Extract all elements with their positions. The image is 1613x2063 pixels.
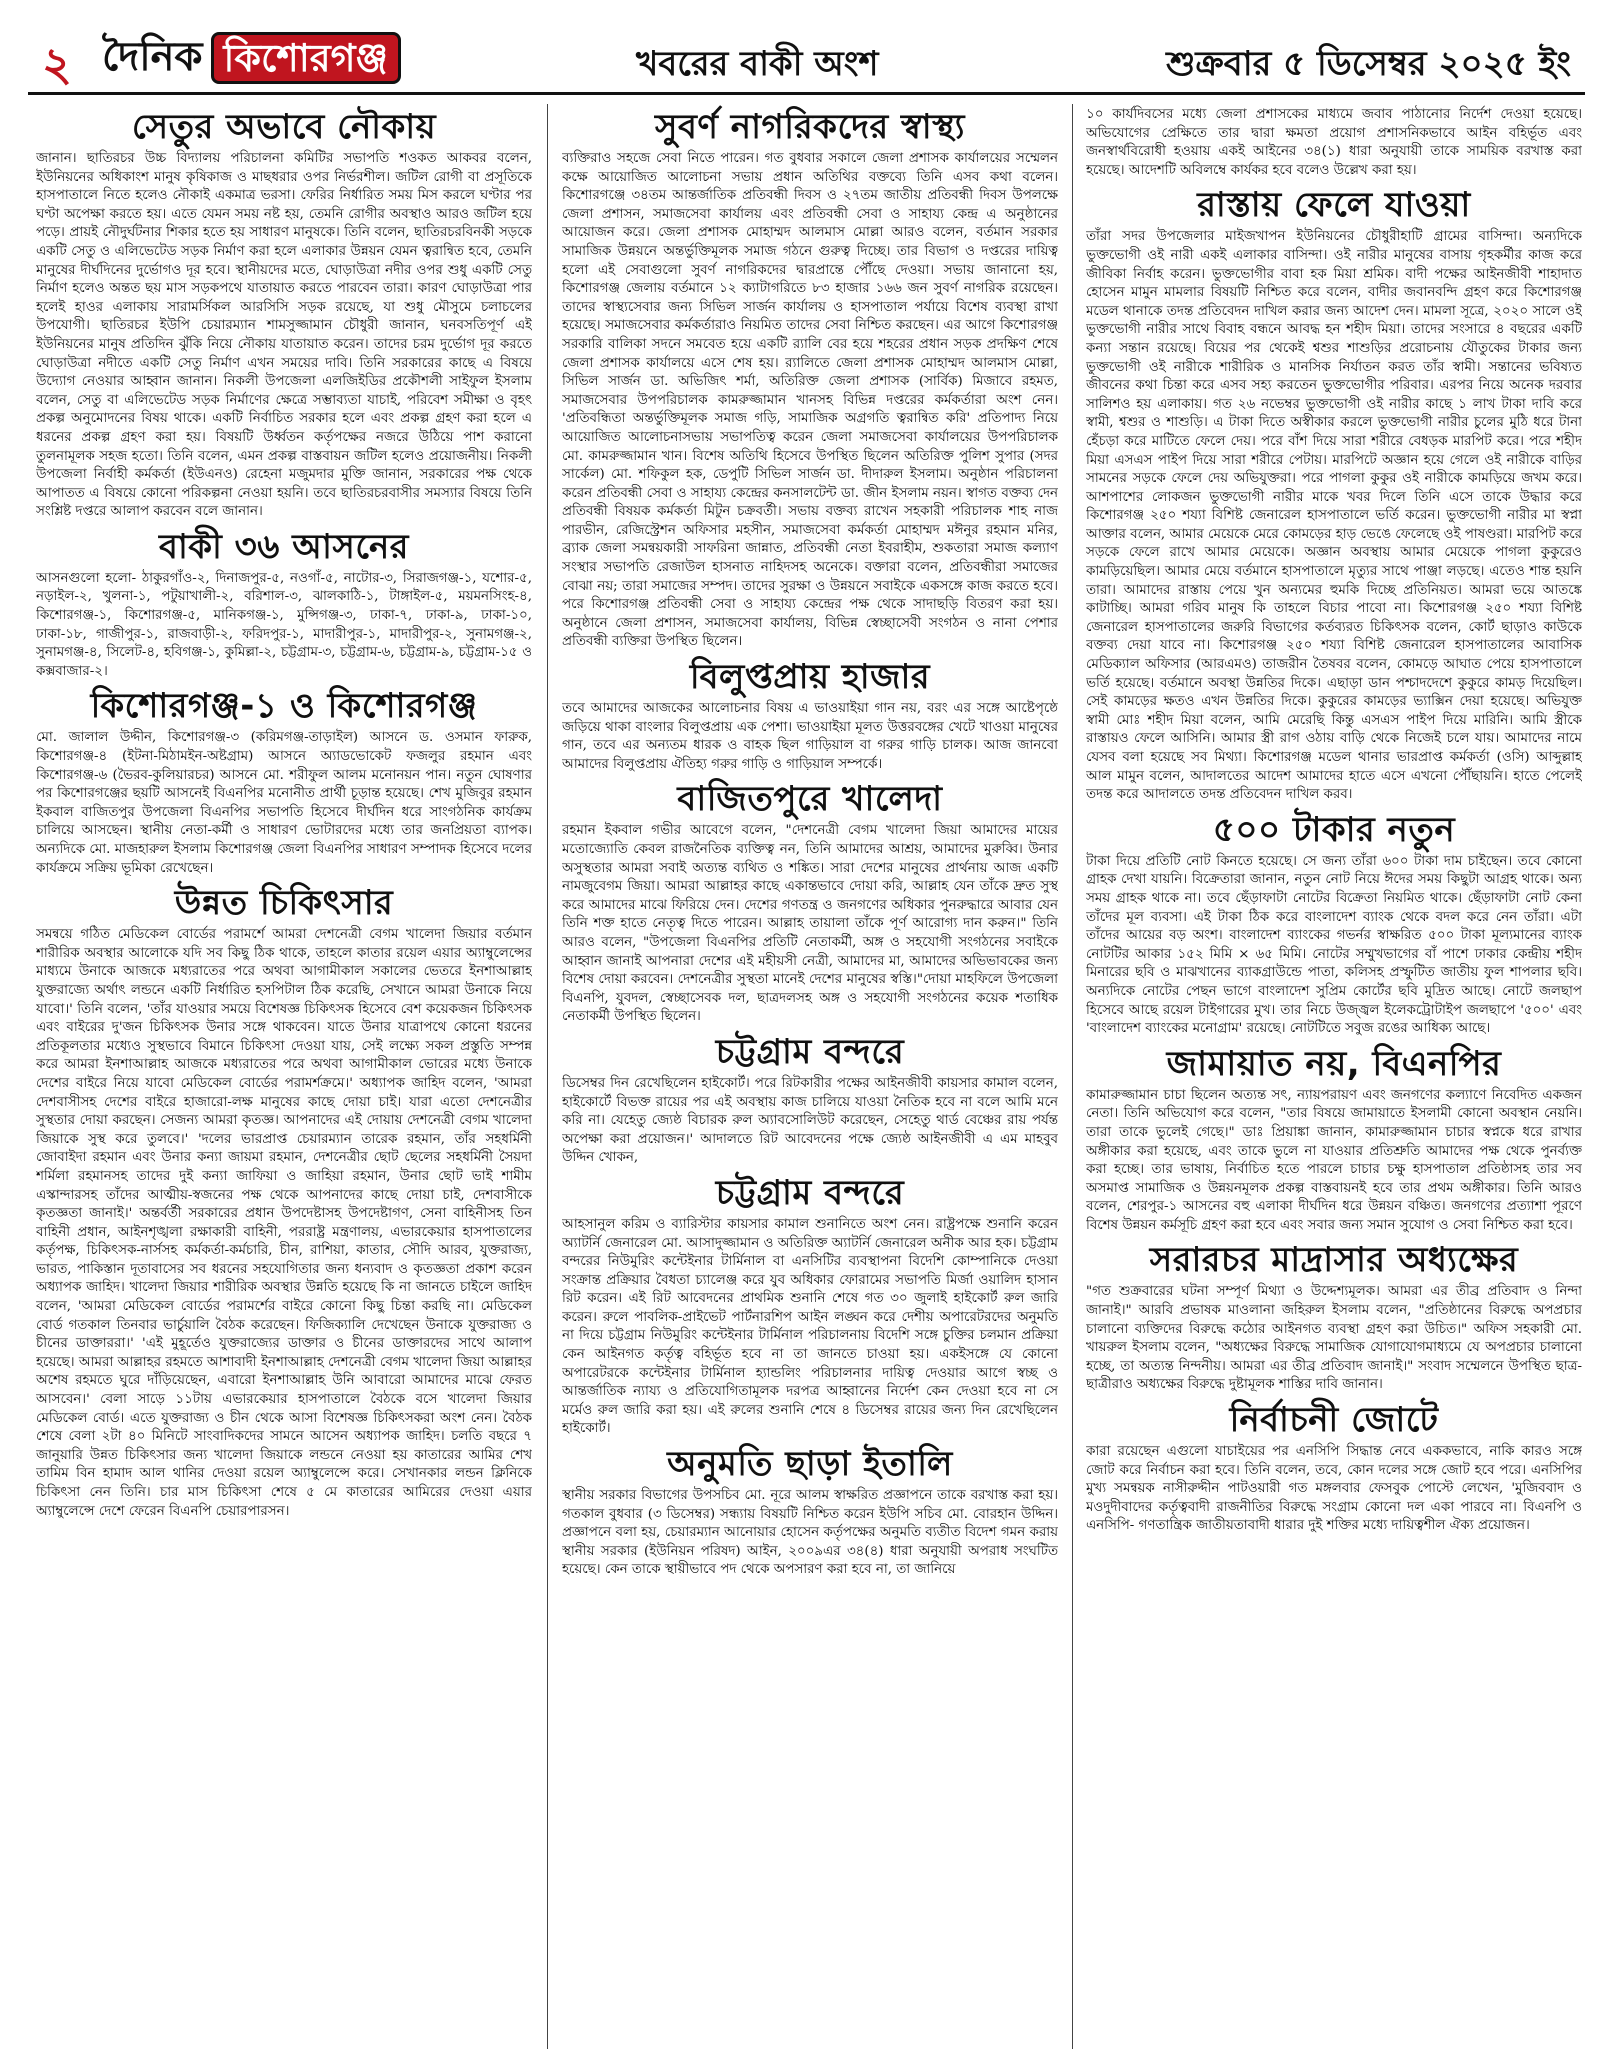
section-title: খবরের বাকী অংশ — [636, 44, 879, 84]
news-article — [1086, 106, 1582, 180]
article-body: স্থানীয় সরকার বিভাগের উপসচিব মো. নূরে আলম স্বাক্ষরিত প্রজ্ঞাপনে তাকে বরখাস্ত করা হয়। গতকাল বুধবার (৩ ডিসেম্বর) সন্ধ্যায় বিষয়টি নিশ্চিত করেন ইউপি সচিব মো. বোরহান উদ্দিন। প্রজ্ঞাপনে বলা হয়, চেয়ারম্যান আনোয়ার হোসেন কর্তৃপক্ষের অনুমতি ব্যতীত বিদেশ গমন করায় স্থানীয় সরকার (ইউনিয়ন পরিষদ) আইন, ২০০৯এর ৩৪(৪) ধারা অনুযায়ী অপরাধ সংঘটিত হয়েছে। কেন তাকে স্থায়ীভাবে পদ থেকে অপসারণ করা হবে না, তা জানিয়ে — [562, 1488, 1058, 1578]
article-headline: উন্নত চিকিৎসার — [174, 883, 394, 924]
news-article — [562, 1172, 1058, 1439]
article-headline: চট্টগ্রাম বন্দরে — [715, 1031, 905, 1072]
article-body: কারা রয়েছেন এগুলো যাচাইয়ের পর এনসিপি সিদ্ধান্ত নেবে এককভাবে, নাকি কারও সঙ্গে জোট করে নির্বাচন করা হবে। তিনি বলেন, তবে, কোন দলের সঙ্গে জোট হবে পরে। এনসিপির মুখ্য সমন্বয়ক নাসীরুদ্দীন পাটওয়ারী গত মঙ্গলবার ফেসবুক পোস্টে লেখেন, 'মুজিববাদ ও মওদুদীবাদের কর্তৃত্ববাদী রাজনীতির বিরুদ্ধে সংগ্রাম কোনো দল একা পারবে না। বিএনপি ও এনসিপি- গণতান্ত্রিক জাতীয়তাবাদী ধারার দুই শক্তির মধ্যে দায়িত্বশীল ঐক্য প্রয়োজন। — [1086, 1444, 1582, 1534]
news-article — [1086, 1239, 1582, 1395]
article-headline: অনুমতি ছাড়া ইতালি — [667, 1444, 953, 1485]
column-divider — [547, 104, 548, 2049]
article-body: আহসানুল করিম ও ব্যারিস্টার কায়সার কামাল শুনানিতে অংশ নেন। রাষ্ট্রপক্ষে শুনানি করেন অ্যাটর্নি জেনারেল মো. আসাদুজ্জামান ও অতিরিক্ত অ্যাটর্নি জেনারেল অনীক আর হক। চট্টগ্রাম বন্দরের নিউমুরিং কন্টেইনার টার্মিনাল বা এনসিটির ব্যবস্থাপনা বিদেশি কোম্পানিকে দেওয়া সংক্রান্ত প্রক্রিয়ার বৈধতা চ্যালেঞ্জ করে যুব অধিকার ফোরামের সভাপতি মির্জা ওয়ালিদ হাসান রিট করেন। এই রিট আবেদনের প্রাথমিক শুনানি শেষে গত ৩০ জুলাই হাইকোর্ট রুল জারি করেন। রুলে পাবলিক-প্রাইভেট পার্টনারশিপ আইন লঙ্ঘন করে দেশীয় অপারেটরদের অনুমতি না দিয়ে চট্টগ্রাম নিউমুরিং কন্টেইনার টার্মিনাল পরিচালনায় বিদেশি সঙ্গে চুক্তির চলমান প্রক্রিয়া কেন আইনগত কর্তৃত্ব বহির্ভূত হবে না তা জানতে চাওয়া হয়। একইসঙ্গে যে কোনো অপারেটরকে কন্টেইনার টার্মিনাল হ্যান্ডলিং পরিচালনার দায়িত্ব দেওয়ার আগে স্বচ্ছ ও আন্তর্জাতিক ন্যায্য ও প্রতিযোগিতামূলক দরপত্র আহ্বানের নির্দেশ কেন দেওয়া হবে না সে মর্মেও রুল জারি করা হয়। এই রুলের শুনানি শেষে ৪ ডিসেম্বর রায়ের জন্য দিন রেখেছিলেন হাইকোর্ট। — [562, 1216, 1058, 1437]
news-article — [562, 106, 1058, 652]
issue-date: শুক্রবার ৫ ডিসেম্বর ২০২৫ ইং — [1166, 44, 1571, 84]
article-headline: রাস্তায় ফেলে যাওয়া — [1197, 185, 1471, 226]
article-headline: বাকী ৩৬ আসনের — [159, 526, 409, 567]
logo-text-a: দৈনিক — [102, 33, 203, 80]
article-body: তাঁরা সদর উপজেলার মাইজখাপন ইউনিয়নের চৌধুরীহাটি গ্রামের বাসিন্দা। অন্যদিকে ভুক্তভোগী ওই নারী একই এলাকার বাসিন্দা। ওই নারীর মানুষের বাসায় গৃহকর্মীর কাজ করে জীবিকা নির্বাহ করেন। ভুক্তভোগীর বাবা হক মিয়া শ্রমিক। বাদী পক্ষের আইনজীবী শাহাদাত হোসেন মামুন মামলার বিষয়টি নিশ্চিত করে বলেন, বাদীর জবানবন্দি গ্রহণ করে কিশোরগঞ্জ মডেল থানাকে তদন্ত প্রতিবেদন দাখিল করার জন্য আদেশ দেন। মামলা সূত্রে, ২০২০ সালে ওই ভুক্তভোগী নারীর সাথে বিবাহ বন্ধনে আবদ্ধ হন শহীদ মিয়া। তাদের সংসারে ৪ বছরের একটি কন্যা সন্তান রয়েছে। বিয়ের পর থেকেই শ্বশুর শাশুড়ির প্ররোচনায় যৌতুকের টাকার জন্য ভুক্তভোগী ওই নারীকে শারীরিক ও মানসিক নির্যাতন করত তাঁর স্বামী। সন্তানের ভবিষ্যত জীবনের কথা চিন্তা করে এসব সহ্য করতেন ভুক্তভোগীর পরিবার। এরপর নিয়ে অনেক দরবার সালিশও হয় এলাকায়। গত ২৬ নভেম্বর ভুক্তভোগী ওই নারীর কাছে ১ লাখ টাকা দাবি করে স্বামী, শ্বশুর ও শাশুড়ি। এ টাকা দিতে অস্বীকার করলে ভুক্তভোগী নারীর চুলের মুঠি ধরে টানা হেঁচড়া করে মাটিতে ফেলে দেয়। পরে বাঁশ দিয়ে সারা শরীরে বেধড়ক মারপিট করে। পরে শহীদ মিয়া এসএস পাইপ দিয়ে সারা শরীরে পেটায়। মারপিটে অজ্ঞান হয়ে গেলে ওই নারীকে বাড়ির সামনের সড়কে ফেলে দেয় অভিযুক্তরা। পরে পাগলা কুকুর ওই নারীকে কামড়িয়ে জখম করে। আশপাশের লোকজন ভুক্তভোগী নারীর মাকে খবর দিলে তিনি এসে তাকে উদ্ধার করে কিশোরগঞ্জ ২৫০ শয্যা বিশিষ্ট জেনারেল হাসপাতালে ভর্তি করেন। ভুক্তভোগী নারীর মা স্বপ্না আক্তার বলেন, আমার মেয়েকে মেরে কোমড়ের হাড় ভেঙে ফেলেছে ওই পাষণ্ডরা। মারপিট করে সড়কে ফেলে রাখে আমার মেয়েকে। অজ্ঞান অবস্থায় আমার মেয়েকে পাগলা কুকুরেও কামড়িয়েছিল। আমার মেয়ে বর্তমানে হাসপাতালে মৃত্যুর সাথে পাঞ্জা লড়ছে। এতেও শান্ত হয়নি তারা। আমাদের রাস্তায় পেয়ে খুন অন্যমের হুমকি দিচ্ছে প্রতিনিয়ত। আমরা ভয়ে আতঙ্কে কাটাচ্ছি। আমরা গরিব মানুষ কি তাহলে বিচার পাবো না। কিশোরগঞ্জ ২৫০ শয্যা বিশিষ্ট জেনারেল হাসপাতালের জরুরি বিভাগের কর্তব্যরত চিকিৎসক বলেন, কোর্ট ছাড়াও কাউকে বক্তব্য দেয়া যাবে না। কিশোরগঞ্জ ২৫০ শয্যা বিশিষ্ট জেনারেল হাসপাতালের আবাসিক মেডিক্যাল অফিসার (আরএমও) তাজরীন তৈষবর বলেন, কোমড়ে আঘাত পেয়ে হাসপাতালে ভর্তি হয়েছে। বর্তমানে অবস্থা উন্নতির দিকে। এছাড়া ডান পশ্চাদদেশে কুকুরে কামড় দিয়েছিল। সেই কামড়ের ক্ষতও এখন উন্নতির দিকে। কুকুরের কামড়ের ভ্যাক্সিন দেয়া হয়েছে। অভিযুক্ত স্বামী মোঃ শহীদ মিয়া বলেন, আমি মেরেছি কিন্তু এসএস পাইপ দিয়ে মারিনি। আমি স্ত্রীকে রাস্তায়ও ফেলে আসিনি। আমার স্ত্রী রাগ ওঠায় বাড়ি থেকে নিজেই চলে যায়। আমাদের নামে যেসব বলা হয়েছে সব মিথ্যা। কিশোরগঞ্জ মডেল থানার ভারপ্রাপ্ত কর্মকর্তা (ওসি) আব্দুল্লাহ আল মামুন বলেন, আদালতের আদেশ আমাদের হাতে এসে এখনো পৌঁছায়নি। হাতে পেলেই তদন্ত করে আদালতে তদন্ত প্রতিবেদন দাখিল করব। — [1086, 229, 1582, 803]
news-article — [562, 656, 1058, 774]
column-3 — [1086, 104, 1582, 2049]
article-headline: সেতুর অভাবে নৌকায় — [131, 107, 437, 147]
article-body: সমন্বয়ে গঠিত মেডিকেল বোর্ডের পরামর্শে আমরা দেশনেত্রী বেগম খালেদা জিয়ার বর্তমান শারীরিক অবস্থার আলোকে যদি সব কিছু ঠিক থাকে, তাহলে কাতার রয়েল এয়ার অ্যাম্বুলেন্সের মাধ্যমে উনাকে আজকে মধ্যরাতের পরে অথবা আগামীকাল সকালের ভেতরে ইনশাআল্লাহ যুক্তরাজ্যে অর্থাৎ লন্ডনে একটি নির্ধারিত হসপিটাল ঠিক করেছি, সেখানে আমরা উনাকে নিয়ে যাবো।' তিনি বলেন, 'তাঁর যাওয়ার সময়ে বিশেষজ্ঞ চিকিৎসক হিসেবে বেশ কয়েকজন চিকিৎসক এবং বাইরের দু'জন চিকিৎসক উনার সঙ্গে থাকবেন। যাতে উনার যাত্রাপথে কোনো ধরনের প্রতিকূলতার মধ্যেও সুস্থভাবে বিমানে চিকিৎসা দেওয়া যায়, সেই লক্ষ্যে সকল প্রস্তুতি সম্পন্ন করে আমরা ইনশাআল্লাহ আজকে মধ্যরাতের পরে অথবা আগামীকাল ভোরের মধ্যে উনাকে দেশের বাইরে নিয়ে যাবো মেডিকেল বোর্ডের পরামর্শক্রমে।' অধ্যাপক জাহিদ বলেন, 'আমরা দেশবাসীসহ দেশের বাইরে হাজারো-লক্ষ মানুষের কাছে দোয়া চাই। যারা এতো দেশনেত্রীর সুস্থতার দোয়া করছেন। সেজন্য আমরা কৃতজ্ঞ। আপনাদের এই দোয়ায় দেশনেত্রী বেগম খালেদা জিয়াকে সুস্থ করে তুলবে।' 'দলের ভারপ্রাপ্ত চেয়ারম্যান তারেক রহমান, তাঁর সহধর্মিনী জোবাইদা রহমান এবং উনার কন্যা জায়মা রহমান, দেশনেত্রীর ছোট ছেলের সহধর্মিনী সৈয়দা শর্মিলা রহমানসহ তাদের দুই কন্যা জাফিয়া ও জাহিয়া রহমান, উনার ছোট ভাই শামীম এস্কান্দারসহ তাঁদের আত্মীয়-স্বজনের পক্ষ থেকে আপনাদের কাছে দোয়া চাই, দেশবাসীকে কৃতজ্ঞতা জানাই।' অন্তর্বর্তী সরকারের প্রধান উপদেষ্টাসহ উপদেষ্টাগণ, সেনা বাহিনীসহ তিন বাহিনী প্রধান, আইনশৃঙ্খলা রক্ষাকারী বাহিনী, পররাষ্ট্র মন্ত্রণালয়, এভারকেয়ার হাসপাতালের কর্তৃপক্ষ, চিকিৎসক-নার্সসহ কর্মকর্তা-কর্মচারি, চীন, রাশিয়া, কাতার, সৌদি আরব, যুক্তরাজ্য, ভারত, পাকিস্তান দূতাবাসের সব ধরনের সহযোগিতার জন্য ধন্যবাদ ও কৃতজ্ঞতা প্রকাশ করেন অধ্যাপক জাহিদ। খালেদা জিয়ার শারীরিক অবস্থার উন্নতি হয়েছে কি না জানতে চাইলে জাহিদ বলেন, 'আমরা মেডিকেল বোর্ডের পরামর্শের বাইরে কোনো কিছু চিন্তা করছি না। মেডিকেল বোর্ড গতকাল তিনবার ভার্চুয়ালি বৈঠক করেছেন। ফিজিক্যালি দেখেছেন উনাকে যুক্তরাজ্য ও চীনের ডাক্তাররা।' 'এই মুহূর্তেও যুক্তরাজ্যের ডাক্তার ও চীনের ডাক্তারদের সাথে আলাপ হয়েছে। আমরা আল্লাহর রহমতে আশাবাদী ইনশাআল্লাহ দেশনেত্রী বেগম খালেদা জিয়া আল্লাহর অশেষ রহমতে ঘুরে দাঁড়িয়েছেন, এবারো ইনশাআল্লাহ উনি আবারো আমাদের মাঝে ফেরত আসবেন।' বেলা সাড়ে ১১টায় এভারকেয়ার হাসপাতালে বৈঠকে বসে খালেদা জিয়ার মেডিকেল বোর্ড। এতে যুক্তরাজ্য ও চীন থেকে আসা বিশেষজ্ঞ চিকিৎসকরা অংশ নেন। বৈঠক শেষে বেলা ২টা ৪০ মিনিটে সাংবাদিকদের সামনে আসেন অধ্যাপক জাহিদ। চলতি বছরে ৭ জানুয়ারি উন্নত চিকিৎসার জন্য খালেদা জিয়াকে লন্ডনে নেওয়া হয় কাতারের আমির শেখ তামিম বিন হামাদ আল থানির দেওয়া রয়েল অ্যাম্বুলেন্সে করে। সেখানকার লন্ডন ক্লিনিকে চিকিৎসা নেন তিনি। চার মাস চিকিৎসা শেষে ৫ মে কাতারের আমিরের দেওয়া এয়ার অ্যাম্বুলেন্সে দেশে ফেরেন বিএনপি চেয়ারপারসন। — [36, 927, 532, 1519]
logo-text-b: কিশোরগঞ্জ — [211, 32, 402, 84]
news-article — [562, 1443, 1058, 1580]
column-divider — [1072, 104, 1073, 2049]
article-headline: বাজিতপুরে খালেদা — [677, 779, 943, 820]
news-article — [1086, 184, 1582, 804]
article-body: কামারুজ্জামান চাচা ছিলেন অত্যন্ত সৎ, ন্যায়পরায়ণ এবং জনগণের কল্যাণে নিবেদিত একজন নেতা। তিনি অভিযোগ করে বলেন, "তার বিষয়ে জামায়াতে ইসলামী কোনো অবস্থান নেয়নি। তারা তাকে ভুলেই গেছে।" ডাঃ প্রিয়াঙ্কা জানান, কামারুজ্জামান চাচার স্বপ্নকে ধরে রাখার অঙ্গীকার করা হয়েছে, এবং তাকে ভুলে না যাওয়ার প্রতিশ্রুতি আমাদের পক্ষ থেকে পুনর্ব্যক্ত করা হচ্ছে। তার ভাষায়, নির্বাচিত হতে পারলে চাচার চক্ষু হাসপাতাল প্রতিষ্ঠাসহ তার সব অসমাপ্ত সামাজিক ও উন্নয়নমূলক প্রকল্প বাস্তবায়নই হবে তার প্রথম অঙ্গীকার। তিনি আরও বলেন, শেরপুর-১ আসনের বহু এলাকা দীর্ঘদিন ধরে উন্নয়ন বঞ্চিত। জনগণের প্রত্যাশা পূরণে বিশেষ উন্নয়ন কর্মসূচি গ্রহণ করা হবে এবং সবার জন্য সমান সুযোগ ও সেবা নিশ্চিত করা হবে। — [1086, 1087, 1582, 1233]
article-body: আসনগুলো হলো- ঠাকুরগাঁও-২, দিনাজপুর-৫, নওগাঁ-৫, নাটোর-৩, সিরাজগঞ্জ-১, যশোর-৫, নড়াইল-২, খুলনা-১, পটুয়াখালী-২, বরিশাল-৩, ঝালকাঠি-১, টাঙ্গাইল-৫, ময়মনসিংহ-৪, কিশোরগঞ্জ-১, কিশোরগঞ্জ-৫, মানিকগঞ্জ-১, মুন্সিগঞ্জ-৩, ঢাকা-৭, ঢাকা-৯, ঢাকা-১০, ঢাকা-১৮, গাজীপুর-১, রাজবাড়ী-২, ফরিদপুর-১, মাদারীপুর-১, মাদারীপুর-২, সুনামগঞ্জ-২, সুনামগঞ্জ-৪, সিলেট-৪, হবিগঞ্জ-১, কুমিল্লা-২, চট্টগ্রাম-৩, চট্টগ্রাম-৬, চট্টগ্রাম-৯, চট্টগ্রাম-১৫ ও কক্সবাজার-২। — [36, 570, 532, 679]
article-body: ১০ কার্যদিবসের মধ্যে জেলা প্রশাসকের মাধ্যমে জবাব পাঠানোর নির্দেশ দেওয়া হয়েছে। অভিযোগের প্রেক্ষিতে তার দ্বারা ক্ষমতা প্রয়োগ প্রশাসনিকভাবে আইন বহির্ভূত এবং জনস্বার্থবিরোধী হওয়ায় একই আইনের ৩৪(১) ধারা অনুযায়ী তাকে সাময়িক বরখাস্ত করা হয়েছে। আদেশটি অবিলম্বে কার্যকর হবে বলেও উল্লেখ করা হয়। — [1086, 107, 1582, 178]
page-number: ২ — [42, 37, 72, 91]
article-body: "গত শুক্রবারের ঘটনা সম্পূর্ণ মিথ্যা ও উদ্দেশ্যমূলক। আমরা এর তীব্র প্রতিবাদ ও নিন্দা জানাই।" আরবি প্রভাষক মাওলানা জহিরুল ইসলাম বলেন, "প্রতিষ্ঠানের বিরুদ্ধে অপপ্রচার চালানো ব্যক্তিদের বিরুদ্ধে কঠোর আইনগত ব্যবস্থা গ্রহণ করা উচিত।" অফিস সহকারী মো. খায়রুল ইসলাম বলেন, "অধ্যক্ষের বিরুদ্ধে সামাজিক যোগাযোগমাধ্যমে যে অপপ্রচার চালানো হচ্ছে, তা অত্যন্ত নিন্দনীয়। আমরা এর তীব্র প্রতিবাদ জানাই।" সংবাদ সম্মেলনে উপস্থিত ছাত্র-ছাত্রীরাও অধ্যক্ষের বিরুদ্ধে দুষ্টামূলক শাস্তির দাবি জানান। — [1086, 1284, 1582, 1393]
article-body: মো. জালাল উদ্দীন, কিশোরগঞ্জ-৩ (করিমগঞ্জ-তাড়াইল) আসনে ড. ওসমান ফারুক, কিশোরগঞ্জ-৪ (ইটনা-মিঠামইন-অষ্টগ্রাম) আসনে অ্যাডভোকেট ফজলুর রহমান এবং কিশোরগঞ্জ-৬ (ভৈরব-কুলিয়ারচর) আসনে মো. শরীফুল আলম মনোনয়ন পান। নতুন ঘোষণার পর কিশোরগঞ্জের ছয়টি আসনেই বিএনপির মনোনীত প্রার্থী চূড়ান্ত হয়েছে। শেখ মুজিবুর রহমান ইকবাল বাজিতপুর উপজেলা বিএনপির সভাপতি হিসেবে দীর্ঘদিন ধরে সাংগঠনিক কার্যক্রম চালিয়ে আসছেন। স্থানীয় নেতা-কর্মী ও সাধারণ ভোটারদের মধ্যে তার জনপ্রিয়তা ব্যাপক। অন্যদিকে মো. মাজহারুল ইসলাম কিশোরগঞ্জ জেলা বিএনপির সাধারণ সম্পাদক হিসেবে দলের কার্যক্রমে সক্রিয় ভূমিকা রেখেছেন। — [36, 730, 532, 876]
article-headline: ৫০০ টাকার নতুন — [1212, 809, 1456, 850]
article-body: তবে আমাদের আজকের আলোচনার বিষয় এ ভাওয়াইয়া গান নয়, বরং এর সঙ্গে আষ্টেপৃষ্ঠে জড়িয়ে থাকা বাংলার বিলুপ্তপ্রায় এক পেশা। ভাওয়াইয়া মূলত উত্তরবঙ্গের খেটে খাওয়া মানুষের গান, তবে এর অন্যতম ধারক ও বাহক ছিল গাড়িয়াল বা গরুর গাড়ি চালক। আজ জানবো আমাদের বিলুপ্তপ্রায় ঐতিহ্য গরুর গাড়ি ও গাড়িয়াল সম্পর্কে। — [562, 701, 1058, 772]
column-1 — [36, 104, 532, 2049]
article-headline: কিশোরগঞ্জ-১ ও কিশোরগঞ্জ — [90, 686, 478, 727]
news-article — [1086, 1399, 1582, 1536]
news-article — [36, 526, 532, 682]
article-body: রহমান ইকবাল গভীর আবেগে বলেন, "দেশনেত্রী বেগম খালেদা জিয়া আমাদের মায়ের মতোজ্যোতি কেবল রাজনৈতিক ব্যক্তিত্ব নন, তিনি আমাদের আশ্রয়, আমাদের মুরুব্বি। উনার অসুস্থতার আমরা সবাই অত্যন্ত ব্যথিত ও শঙ্কিত। সারা দেশের মানুষের প্রার্থনায় আজ একটি নামজুবেগম জিয়া। আমরা আল্লাহর কাছে একান্তভাবে দোয়া করি, আল্লাহ যেন তাঁকে দ্রুত সুস্থ করে আমাদের মাঝে ফিরিয়ে দেন। দেশের গণতন্ত্র ও জনগণের অধিকার পুনরুদ্ধারে আবার যেন তিনি শক্ত হাতে নেতৃত্ব দিতে পারেন। আল্লাহ তায়ালা তাঁকে পূর্ণ আরোগ্য দান করুন।" তিনি আরও বলেন, "উপজেলা বিএনপির প্রতিটি নেতাকর্মী, অঙ্গ ও সহযোগী সংগঠনের সবাইকে আহ্বান জানাই আপনারা দেশের এই মহীয়সী নেত্রী, আমাদের মা, আমাদের অভিভাবকের জন্য বিশেষ দোয়া করবেন। দেশনেত্রীর সুস্থতা মানেই দেশের মানুষের স্বস্তি।"দোয়া মাহফিলে উপজেলা বিএনপি, যুবদল, স্বেচ্ছাসেবক দল, ছাত্রদলসহ অঙ্গ ও সহযোগী সংগঠনের কয়েক শতাধিক নেতাকর্মী উপস্থিত ছিলেন। — [562, 823, 1058, 1025]
article-body: জানান। ছাতিরচর উচ্চ বিদ্যালয় পরিচালনা কমিটির সভাপতি শওকত আকবর বলেন, ইউনিয়নের অধিকাংশ মানুষ কৃষিকাজ ও মাছধরার ওপর নির্ভরশীল। জটিল রোগী বা প্রসূতিকে হাসপাতালে নিতে হলেও নৌকাই একমাত্র ভরসা। ফেরির নির্ধারিত সময় মিস করলে ঘণ্টার পর ঘণ্টা অপেক্ষা করতে হয়। এতে যেমন সময় নষ্ট হয়, তেমনি রোগীর অবস্থাও আরও জটিল হয়ে পড়ে। প্রায়ই নৌদুর্ঘটনার শিকার হতে হয় সাধারণ মানুষকে। তিনি বলেন, ছাতিরচরবিনকী সড়কে একটি সেতু ও এলিভেটেড সড়ক নির্মাণ করা হলে এলাকার উন্নয়ন যেমন ত্বরান্বিত হবে, তেমনি মানুষের দীর্ঘদিনের দুর্ভোগও দূর হবে। স্থানীয়দের মতে, ঘোড়াউত্রা নদীর ওপর শুধু একটি সেতু নির্মাণ হলেও অন্তত ছয় মাস সড়কপথে যাতায়াত করতে পারবেন তারা। কারণ ঘোড়াউত্রা পার হলেই হাওর এলাকায় সারামর্সিকল আরসিসি সড়ক রয়েছে, যা শুধু মৌসুমে চলাচলের উপযোগী। ছাতিরচর ইউপি চেয়ারম্যান শামসুজ্জামান চৌধুরী জানান, ঘনবসতিপূর্ণ এই ইউনিয়নের মানুষ প্রতিদিন ঝুঁকি নিয়ে নৌকায় যাতায়াত করেন। তাদের চরম দুর্ভোগ দূর করতে ঘোড়াউত্রা নদীতে একটি সেতু নির্মাণ এখন সময়ের দাবি। তিনি সরকারের কাছে এ বিষয়ে উদ্যোগ নেওয়ার আহ্বান জানান। নিকলী উপজেলা এলজিইডির প্রকৌশলী সাইফুল ইসলাম বলেন, সেতু বা এলিভেটেড সড়ক নির্মাণের ক্ষেত্রে সম্ভাব্যতা যাচাই, পরিবেশ সমীক্ষা ও বৃহৎ প্রকল্প অনুমোদনের বিষয় থাকে। একটি নির্বাচিত সরকার হলে এবং প্রকল্প গ্রহণ করা হলে এ ধরনের প্রকল্প গ্রহণ করা হয়। বিষয়টি উর্ধ্বতন কর্তৃপক্ষের নজরে উঠিয়ে পাশ করানো তুলনামূলক সহজ হতো। তিনি বলেন, এমন প্রকল্প বাস্তবায়ন জটিল হলেও প্রয়োজনীয়। নিকলী উপজেলা নির্বাহী কর্মকর্তা (ইউএনও) রেহেনা মজুমদার মুক্তি জানান, সরকারের পক্ষ থেকে আপাতত এ বিষয়ে কোনো পরিকল্পনা নেওয়া হয়নি। তবে ছাতিরচরবাসীর সমস্যার বিষয়ে তিনি সংশ্লিষ্ট দপ্তরে আলাপ করবেন বলে জানান। — [36, 151, 532, 520]
masthead — [28, 22, 1585, 95]
news-article — [562, 1031, 1058, 1168]
article-headline: নির্বাচনী জোটে — [1229, 1400, 1439, 1441]
news-article — [562, 778, 1058, 1027]
news-article — [36, 685, 532, 878]
news-article — [36, 882, 532, 1521]
article-body: ব্যক্তিরাও সহজে সেবা নিতে পারেন। গত বুধবার সকালে জেলা প্রশাসক কার্যালয়ের সম্মেলন কক্ষে আয়োজিত আলোচনা সভায় প্রধান অতিথির বক্তব্যে তিনি এসব কথা বলেন। কিশোরগঞ্জে ৩৪তম আন্তর্জাতিক প্রতিবন্ধী দিবস ও ২৭তম জাতীয় প্রতিবন্ধী দিবস উপলক্ষে জেলা প্রশাসন, সমাজসেবা কার্যালয় এবং প্রতিবন্ধী সেবা ও সাহায্য কেন্দ্র এ অনুষ্ঠানের আয়োজন করে। জেলা প্রশাসক মোহাম্মদ আলমাস মোল্লা আরও বলেন, বর্তমান সরকার সামাজিক উন্নয়নে অন্তর্ভুক্তিমূলক সমাজ গঠনে গুরুত্ব দিচ্ছে। তার বিভাগ ও দপ্তরের দায়িত্ব হলো এই সেবাগুলো সুবর্ণ নাগরিকদের দ্বারপ্রান্তে পৌঁছে দেওয়া। সভায় জানানো হয়, কিশোরগঞ্জ জেলায় বর্তমানে ১২ ক্যাটাগরিতে ৮৩ হাজার ১৬৬ জন সুবর্ণ নাগরিক রয়েছেন। তাদের স্বাস্থ্যসেবার জন্য সিভিল সার্জন কার্যালয় ও হাসপাতাল পর্যায়ে বিশেষ ব্যবস্থা রাখা হয়েছে। সমাজসেবার কর্মকর্তারাও নিয়মিত তাদের সেবা নিশ্চিত করছেন। এর আগে কিশোরগঞ্জ সরকারি বালিকা সদনে সমবেত হয়ে একটি র‍্যালি বের হয়ে শহরের প্রধান সড়ক প্রদক্ষিণ শেষে জেলা প্রশাসক কার্যালয়ে এসে শেষ হয়। র‍্যালিতে জেলা প্রশাসক মোহাম্মদ আলমাস মোল্লা, সিভিল সার্জন ডা. অভিজিৎ শর্মা, অতিরিক্ত জেলা প্রশাসক (সার্বিক) মিজাবে রহমত, সমাজসেবার উপপরিচালক কামরুজ্জামান খানসহ বিভিন্ন দপ্তরের কর্মকর্তারা অংশ নেন। 'প্রতিবন্ধিতা অন্তর্ভুক্তিমূলক সমাজ গড়ি, সামাজিক অগ্রগতি ত্বরান্বিত করি' প্রতিপাদ্য নিয়ে আয়োজিত আলোচনাসভায় সভাপতিত্ব করেন জেলা সমাজসেবা কার্যালয়ের উপপরিচালক মো. কামরুজ্জামান খান। বিশেষ অতিথি হিসেবে উপস্থিত ছিলেন অতিরিক্ত পুলিশ সুপার (সদর সার্কেল) মো. শফিকুল হক, ডেপুটি সিভিল সার্জন ডা. দীদারুল ইসলাম। অনুষ্ঠান পরিচালনা করেন প্রতিবন্ধী সেবা ও সাহায্য কেন্দ্রের কনসালটেন্ট ডা. জীন ইসলাম নয়ন। স্বাগত বক্তব্য দেন প্রতিবন্ধী বিষয়ক কর্মকর্তা মিটুন চক্রবর্তী। সভায় বক্তব্য রাখেন সহকারী পরিচালক শাহ নাজ পারভীন, রেজিস্ট্রেশন অফিসার মহসীন, সমাজসেবা কর্মকর্তা মোহাম্মদ মঈনুর রহমান মনির, ব্র্যাক জেলা সমন্বয়কারী সাফরিনা জান্নাত, প্রতিবন্ধী নেতা ইবরাহীম, শুকতারা সমাজ কল্যাণ সংস্থার সভাপতি রেজাউল হাসনাত নাহিদসহ অনেকে। বক্তারা বলেন, প্রতিবন্ধীরা সমাজের বোঝা নয়; তারা সমাজের সম্পদ। তাদের সুরক্ষা ও উন্নয়নে সবাইকে একসঙ্গে কাজ করতে হবে। পরে কিশোরগঞ্জ প্রতিবন্ধী সেবা ও সাহায্য কেন্দ্রের পক্ষ থেকে সাদাছড়ি বিতরণ করা হয়। অনুষ্ঠানে জেলা প্রশাসন, সমাজসেবা কার্যালয়, বিভিন্ন স্বেচ্ছাসেবী সংগঠন ও নানা পেশার প্রতিবন্ধী ব্যক্তিরা উপস্থিত ছিলেন। — [562, 151, 1058, 650]
article-headline: জামায়াত নয়, বিএনপির — [1166, 1043, 1502, 1084]
news-article — [1086, 1043, 1582, 1236]
article-body: ডিসেম্বর দিন রেখেছিলেন হাইকোর্ট। পরে রিটকারীর পক্ষের আইনজীবী কায়সার কামাল বলেন, হাইকোর্টে বিভক্ত রায়ের পর এই অবস্থায় কাজ চালিয়ে যাওয়া নৈতিক হবে না বলে আমি মনে করি না। যেহেতু জ্যেষ্ঠ বিচারক রুল অ্যাবসোলিউট করেছেন, সেহেতু থার্ড বেঞ্চের রায় পর্যন্ত অপেক্ষা করা প্রয়োজন।' আদালতে রিট আবেদনের পক্ষে জ্যেষ্ঠ আইনজীবী এ এম মাহবুব উদ্দিন খোকন, — [562, 1075, 1058, 1166]
article-headline: সুবর্ণ নাগরিকদের স্বাস্থ্য — [655, 107, 965, 147]
column-2 — [562, 104, 1058, 2049]
article-headline: সরারচর মাদ্রাসার অধ্যক্ষের — [1149, 1240, 1519, 1281]
news-article — [36, 106, 532, 522]
article-body: টাকা দিয়ে প্রতিটি নোট কিনতে হয়েছে। সে জন্য তাঁরা ৬০০ টাকা দাম চাইছেন। তবে কোনো গ্রাহক দেখা যায়নি। বিক্রেতারা জানান, নতুন নোট নিয়ে ঈদের সময় কিছুটা আগ্রহ থাকে। অন্য সময় গ্রাহক থাকে না। তবে ছেঁড়াফাটা নোটের বিক্রেতা নিয়মিত থাকে। ছেঁড়াফাটা নোট কেনা তাঁদের মূল ব্যবসা। এই টাকা ঠিক করে বাংলাদেশ ব্যাংক থেকে বদল করে নেন তাঁরা। এটা তাঁদের আয়ের বড় অংশ। বাংলাদেশ ব্যাংকের গভর্নর স্বাক্ষরিত ৫০০ টাকা মূল্যমানের ব্যাংক নোটটির আকার ১৫২ মিমি × ৬৫ মিমি। নোটের সম্মুখভাগের বাঁ পাশে ঢাকার কেন্দ্রীয় শহীদ মিনারের ছবি ও মাঝখানের ব্যাকগ্রাউন্ডে পাতা, কলিসহ প্রস্ফুটিত জাতীয় ফুল শাপলার ছবি। অন্যদিকে নোটের পেছন ভাগে বাংলাদেশ সুপ্রিম কোর্টের ছবি মুদ্রিত আছে। নোটে জলছাপ হিসেবে আছে রয়েল টাইগারের মুখ। তার নিচে উজ্জ্বল ইলেকট্রোটাইপ জলছাপে '৫০০' এবং 'বাংলাদেশ ব্যাংকের মনোগ্রাম' রয়েছে। নোটটিতে সবুজ রঙের আধিক্য আছে। — [1086, 853, 1582, 1037]
newspaper-logo — [102, 32, 401, 84]
news-article — [1086, 809, 1582, 1039]
article-headline: চট্টগ্রাম বন্দরে — [715, 1172, 905, 1213]
article-headline: বিলুপ্তপ্রায় হাজার — [689, 657, 931, 698]
